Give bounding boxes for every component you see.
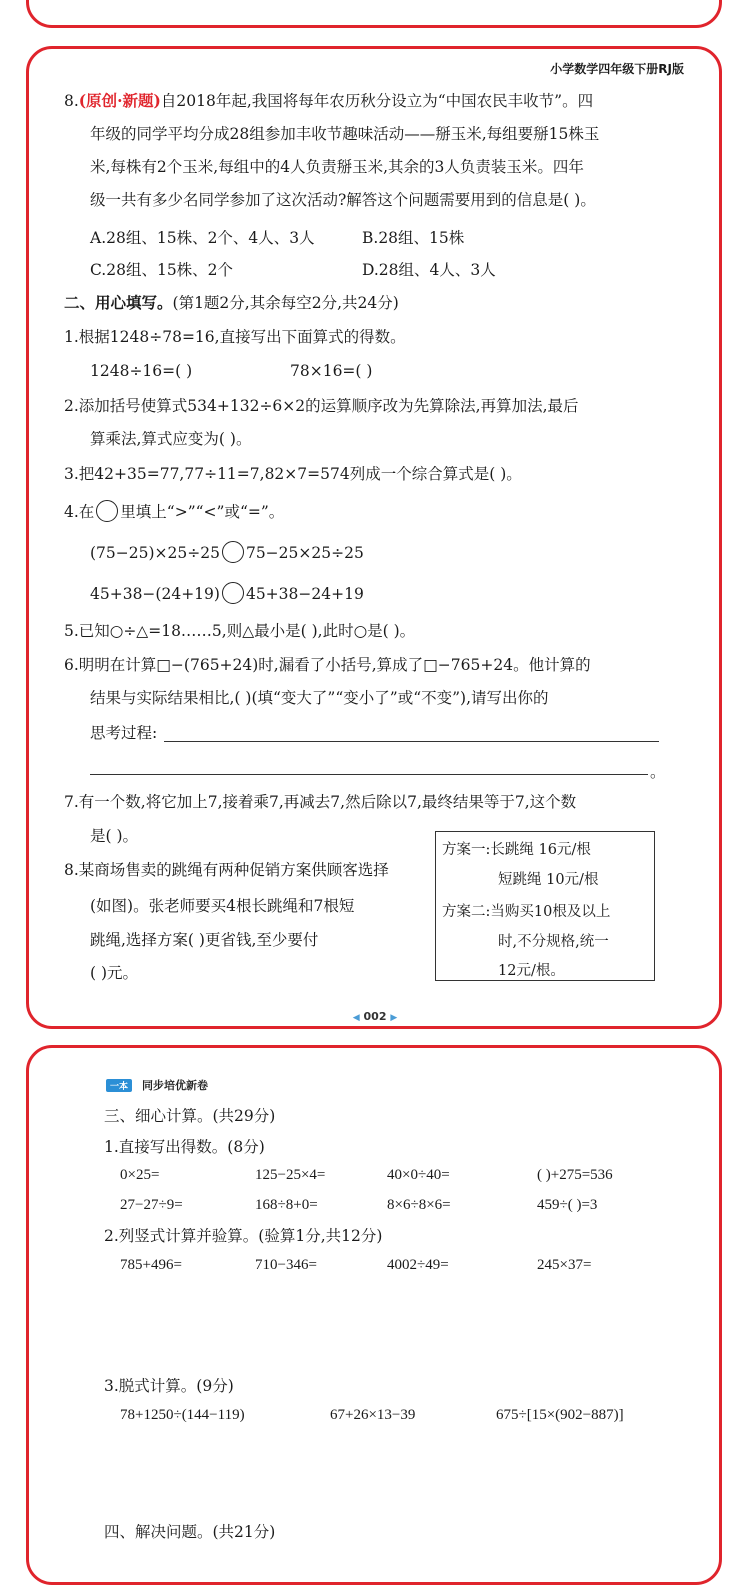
s2-q6-period: 。 [650, 763, 666, 781]
book-header: 小学数学四年级下册RJ版 [550, 62, 684, 76]
s2-q6-answer-line-1[interactable] [164, 741, 659, 742]
s2-q4-row-2-right: 45+38−24+19 [245, 585, 364, 603]
s2-q6-line-2[interactable]: 结果与实际结果相比,( )(填“变大了”“变小了”或“不变”),请写出你的 [90, 689, 549, 707]
s2-q6-line-3: 思考过程: [90, 724, 158, 742]
calc-3-title: 3.脱式计算。(9分) [104, 1377, 234, 1395]
plan-1-short: 短跳绳 10元/根 [498, 872, 599, 888]
q8-number: 8. [64, 92, 79, 110]
compare-circle-2[interactable] [222, 582, 244, 604]
s2-q4-row-1-right: 75−25×25÷25 [245, 544, 364, 562]
calc-1-item[interactable]: 168÷8+0= [255, 1197, 318, 1213]
calc-1-item[interactable]: 8×6÷8×6= [387, 1197, 451, 1213]
s2-q8-line-4[interactable]: ( )元。 [90, 964, 139, 982]
s2-q4 [64, 500, 284, 522]
page-number [0, 1010, 750, 1023]
s2-q1-a[interactable]: 1248÷16=( ) [90, 362, 193, 380]
s2-q7-line-2[interactable]: 是( )。 [90, 827, 139, 845]
s2-q4-row-1-left: (75−25)×25÷25 [90, 544, 220, 562]
calc-1-item[interactable]: ( )+275=536 [537, 1167, 613, 1183]
series-tag [106, 1077, 208, 1093]
calc-3-item[interactable]: 67+26×13−39 [330, 1407, 416, 1423]
q8-line-4: 级一共有多少名同学参加了这次活动?解答这个问题需要用到的信息是( )。 [90, 191, 596, 209]
calc-1-item[interactable]: 459÷( )=3 [537, 1197, 598, 1213]
q8-tag: (原创·新题) [78, 91, 161, 110]
next-triangle-icon: ▶ [390, 1013, 398, 1023]
s2-q6-line-1: 6.明明在计算□−(765+24)时,漏看了小括号,算成了□−765+24。他计算的 [64, 656, 591, 674]
section-4-title: 四、解决问题。(共21分) [104, 1523, 276, 1541]
previous-page-card [26, 0, 722, 28]
calc-1-item[interactable]: 40×0÷40= [387, 1167, 450, 1183]
plan-2-line-2: 时,不分规格,统一 [498, 934, 609, 950]
s2-q7-line-1: 7.有一个数,将它加上7,接着乘7,再减去7,然后除以7,最终结果等于7,这个数 [64, 793, 577, 811]
section-2-title: 二、用心填写。 [64, 293, 173, 312]
s2-q5[interactable]: 5.已知○÷△=18……5,则△最小是( ),此时○是( )。 [64, 622, 416, 640]
calc-1-item[interactable]: 27−27÷9= [120, 1197, 183, 1213]
q8-option-b[interactable]: B.28组、15株 [362, 229, 465, 247]
q8-option-a[interactable]: A.28组、15株、2个、4人、3人 [90, 229, 315, 247]
s2-q6-answer-line-2[interactable] [90, 774, 648, 775]
prev-triangle-icon: ◀ [352, 1013, 360, 1023]
plan-2-line-3: 12元/根。 [498, 963, 565, 979]
s2-q2-line-1: 2.添加括号使算式534+132÷6×2的运算顺序改为先算除法,再算加法,最后 [64, 397, 579, 415]
q8-line-3: 米,每株有2个玉米,每组中的4人负责掰玉米,其余的3人负责装玉米。四年 [90, 158, 584, 176]
series-badge: 一本 [106, 1079, 132, 1092]
s2-q4-text: 4.在 [64, 503, 95, 521]
circle-icon [96, 500, 118, 522]
s2-q8-line-2: (如图)。张老师要买4根长跳绳和7根短 [90, 897, 355, 915]
calc-1-item[interactable]: 0×25= [120, 1167, 160, 1183]
calc-2-item[interactable]: 785+496= [120, 1257, 182, 1273]
s2-q4-row-1 [90, 541, 364, 563]
s2-q1-b[interactable]: 78×16=( ) [290, 362, 373, 380]
calc-2-item[interactable]: 245×37= [537, 1257, 592, 1273]
plan-1-long: 方案一:长跳绳 16元/根 [442, 842, 591, 858]
calc-2-item[interactable]: 4002÷49= [387, 1257, 449, 1273]
series-title: 同步培优新卷 [142, 1079, 209, 1092]
s2-q4-text-2: 里填上“>”“<”或“=”。 [120, 503, 285, 521]
q8-option-d[interactable]: D.28组、4人、3人 [362, 261, 496, 279]
s2-q2-line-2[interactable]: 算乘法,算式应变为( )。 [90, 430, 252, 448]
page-003-card [26, 1045, 722, 1585]
calc-3-item[interactable]: 675÷[15×(902−887)] [496, 1407, 624, 1423]
section-2-heading [64, 293, 399, 313]
promotion-box [435, 831, 655, 981]
section-3-title: 三、细心计算。(共29分) [104, 1107, 276, 1125]
page-number-text: 002 [363, 1010, 387, 1023]
s2-q4-row-2-left: 45+38−(24+19) [90, 585, 220, 603]
q8-text-1: 自2018年起,我国将每年农历秋分设立为“中国农民丰收节”。四 [160, 92, 594, 110]
calc-1-item[interactable]: 125−25×4= [255, 1167, 326, 1183]
s2-q8-line-3[interactable]: 跳绳,选择方案( )更省钱,至少要付 [90, 931, 319, 949]
calc-2-item[interactable]: 710−346= [255, 1257, 317, 1273]
q8-line-1 [64, 91, 593, 111]
s2-q8-line-1: 8.某商场售卖的跳绳有两种促销方案供顾客选择 [64, 861, 389, 879]
plan-2-line-1: 方案二:当购买10根及以上 [442, 904, 611, 920]
calc-1-title: 1.直接写出得数。(8分) [104, 1138, 265, 1156]
s2-q3[interactable]: 3.把42+35=77,77÷11=7,82×7=574列成一个综合算式是( )。 [64, 465, 522, 483]
compare-circle-1[interactable] [222, 541, 244, 563]
s2-q1: 1.根据1248÷78=16,直接写出下面算式的得数。 [64, 328, 406, 346]
section-2-note: (第1题2分,其余每空2分,共24分) [172, 294, 399, 312]
q8-option-c[interactable]: C.28组、15株、2个 [90, 261, 234, 279]
q8-line-2: 年级的同学平均分成28组参加丰收节趣味活动——掰玉米,每组要掰15株玉 [90, 125, 600, 143]
calc-3-item[interactable]: 78+1250÷(144−119) [120, 1407, 245, 1423]
s2-q4-row-2 [90, 582, 364, 604]
calc-2-title: 2.列竖式计算并验算。(验算1分,共12分) [104, 1227, 383, 1245]
